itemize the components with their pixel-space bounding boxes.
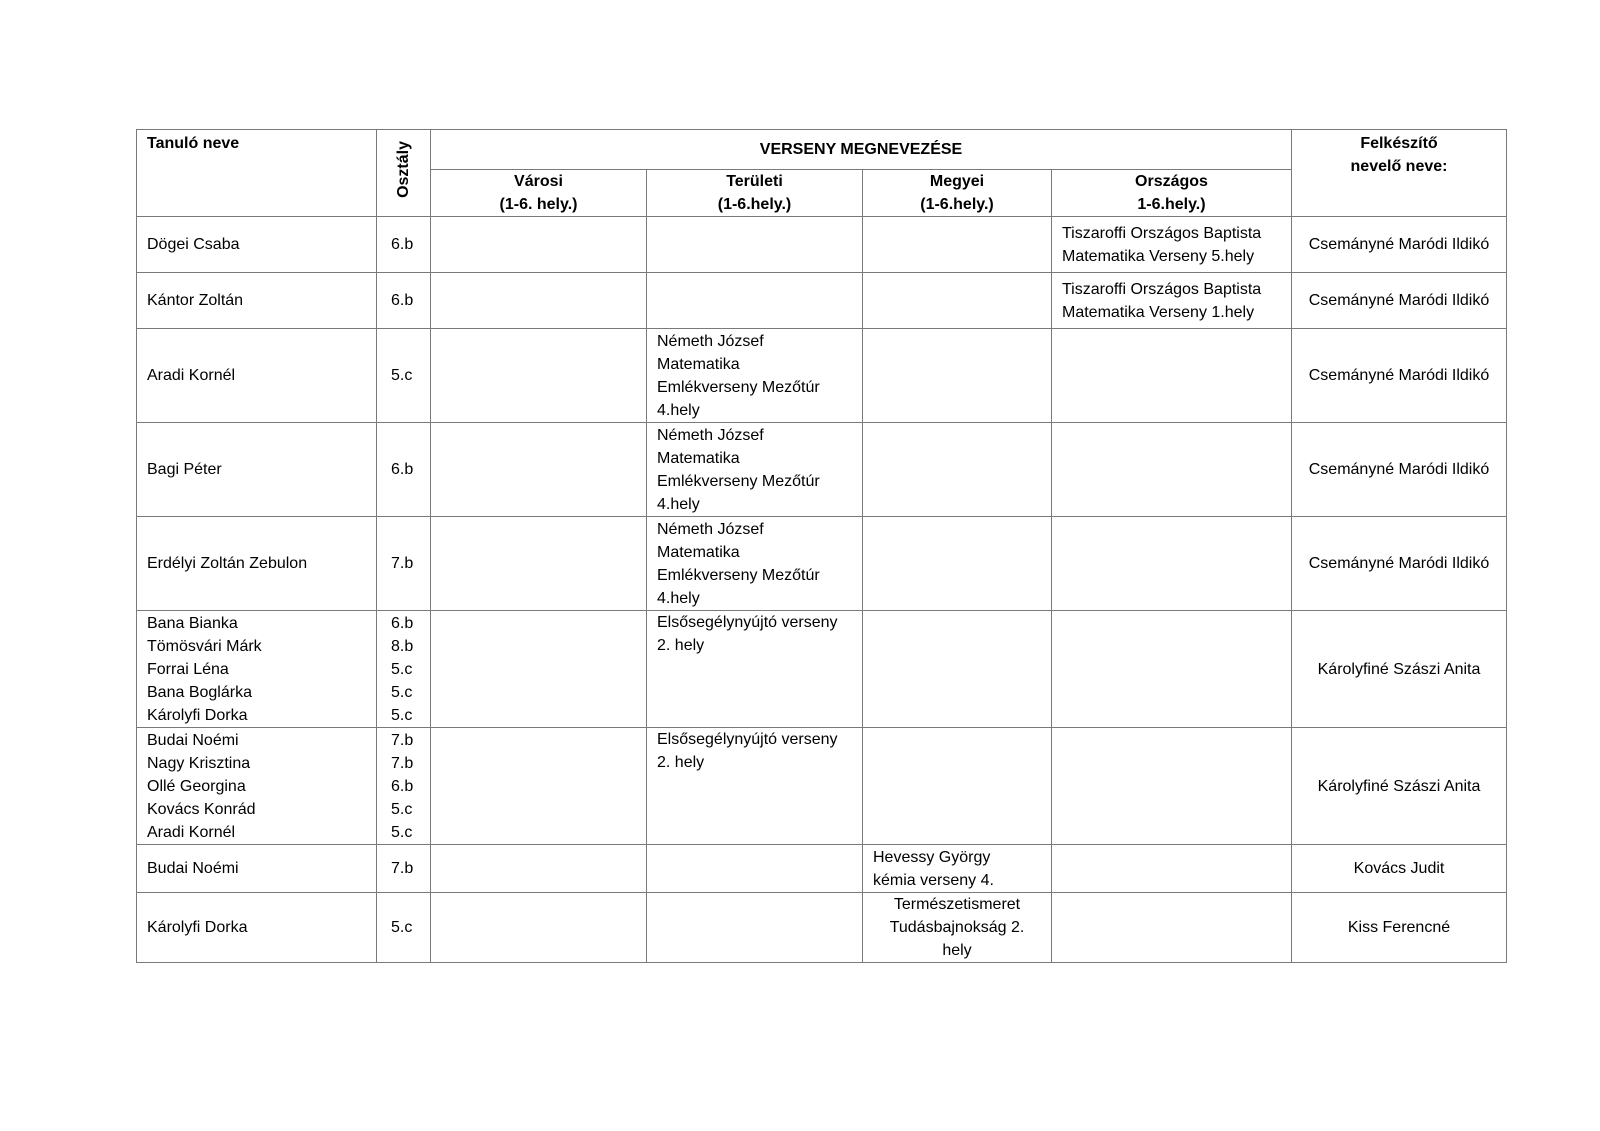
student-classes: 6.b 8.b 5.c 5.c 5.c (377, 611, 431, 728)
class-header (377, 130, 431, 217)
competition-results-table (136, 129, 1507, 963)
megyei-result (863, 728, 1052, 845)
teruleti-result (647, 893, 863, 963)
varosi-result (431, 329, 647, 423)
teacher-header: Felkészítő nevelő neve: (1292, 130, 1507, 217)
level-header-orszagos: Országos 1-6.hely.) (1052, 170, 1292, 217)
orszagos-result: Tiszaroffi Országos Baptista Matematika Verseny 1.hely (1052, 273, 1292, 329)
megyei-result (863, 517, 1052, 611)
orszagos-result: Tiszaroffi Országos Baptista Matematika Verseny 5.hely (1052, 217, 1292, 273)
student-names: Erdélyi Zoltán Zebulon (137, 517, 377, 611)
student-names: Bagi Péter (137, 423, 377, 517)
table-row (137, 728, 1507, 845)
teruleti-result: Németh József Matematika Emlékverseny Mezőtúr 4.hely (647, 329, 863, 423)
table-row (137, 517, 1507, 611)
megyei-result (863, 217, 1052, 273)
teacher-name: Kiss Ferencné (1292, 893, 1507, 963)
level-header-megyei: Megyei (1-6.hely.) (863, 170, 1052, 217)
megyei-result: Hevessy György kémia verseny 4. (863, 845, 1052, 893)
orszagos-result (1052, 517, 1292, 611)
teacher-name: Csemányné Maródi Ildikó (1292, 423, 1507, 517)
varosi-result (431, 423, 647, 517)
varosi-result (431, 273, 647, 329)
level-header-teruleti: Területi (1-6.hely.) (647, 170, 863, 217)
megyei-result: Természetismeret Tudásbajnokság 2. hely (863, 893, 1052, 963)
student-names: Budai Noémi (137, 845, 377, 893)
table-row (137, 893, 1507, 963)
class-header-label: Osztály (394, 141, 412, 198)
varosi-result (431, 728, 647, 845)
teacher-name: Csemányné Maródi Ildikó (1292, 329, 1507, 423)
table-row (137, 329, 1507, 423)
varosi-result (431, 611, 647, 728)
orszagos-result (1052, 728, 1292, 845)
varosi-result (431, 845, 647, 893)
teruleti-result (647, 217, 863, 273)
table-row (137, 611, 1507, 728)
orszagos-result (1052, 329, 1292, 423)
varosi-result (431, 517, 647, 611)
student-name-header: Tanuló neve (137, 130, 377, 217)
megyei-result (863, 611, 1052, 728)
student-names: Dögei Csaba (137, 217, 377, 273)
megyei-result (863, 329, 1052, 423)
student-classes: 6.b (377, 423, 431, 517)
teacher-name: Csemányné Maródi Ildikó (1292, 217, 1507, 273)
varosi-result (431, 217, 647, 273)
teacher-name: Károlyfiné Szászi Anita (1292, 728, 1507, 845)
orszagos-result (1052, 423, 1292, 517)
teruleti-result (647, 845, 863, 893)
orszagos-result (1052, 845, 1292, 893)
orszagos-result (1052, 893, 1292, 963)
student-classes: 6.b (377, 217, 431, 273)
teruleti-result: Németh József Matematika Emlékverseny Mezőtúr 4.hely (647, 517, 863, 611)
teacher-name: Kovács Judit (1292, 845, 1507, 893)
teruleti-result (647, 273, 863, 329)
student-classes: 5.c (377, 329, 431, 423)
megyei-result (863, 273, 1052, 329)
megyei-result (863, 423, 1052, 517)
competition-header: VERSENY MEGNEVEZÉSE (431, 130, 1292, 170)
table-row (137, 217, 1507, 273)
teruleti-result: Németh József Matematika Emlékverseny Mezőtúr 4.hely (647, 423, 863, 517)
student-classes: 7.b 7.b 6.b 5.c 5.c (377, 728, 431, 845)
teruleti-result: Elsősegélynyújtó verseny 2. hely (647, 611, 863, 728)
varosi-result (431, 893, 647, 963)
teacher-name: Károlyfiné Szászi Anita (1292, 611, 1507, 728)
student-names: Aradi Kornél (137, 329, 377, 423)
student-names: Károlyfi Dorka (137, 893, 377, 963)
teacher-name: Csemányné Maródi Ildikó (1292, 273, 1507, 329)
teacher-name: Csemányné Maródi Ildikó (1292, 517, 1507, 611)
student-classes: 6.b (377, 273, 431, 329)
student-classes: 7.b (377, 517, 431, 611)
orszagos-result (1052, 611, 1292, 728)
student-classes: 5.c (377, 893, 431, 963)
student-names: Bana Bianka Tömösvári Márk Forrai Léna Bana Boglárka Károlyfi Dorka (137, 611, 377, 728)
table-row (137, 845, 1507, 893)
teruleti-result: Elsősegélynyújtó verseny 2. hely (647, 728, 863, 845)
table-row (137, 273, 1507, 329)
student-names: Kántor Zoltán (137, 273, 377, 329)
student-names: Budai Noémi Nagy Krisztina Ollé Georgina Kovács Konrád Aradi Kornél (137, 728, 377, 845)
level-header-varosi: Városi (1-6. hely.) (431, 170, 647, 217)
table-row (137, 423, 1507, 517)
student-classes: 7.b (377, 845, 431, 893)
